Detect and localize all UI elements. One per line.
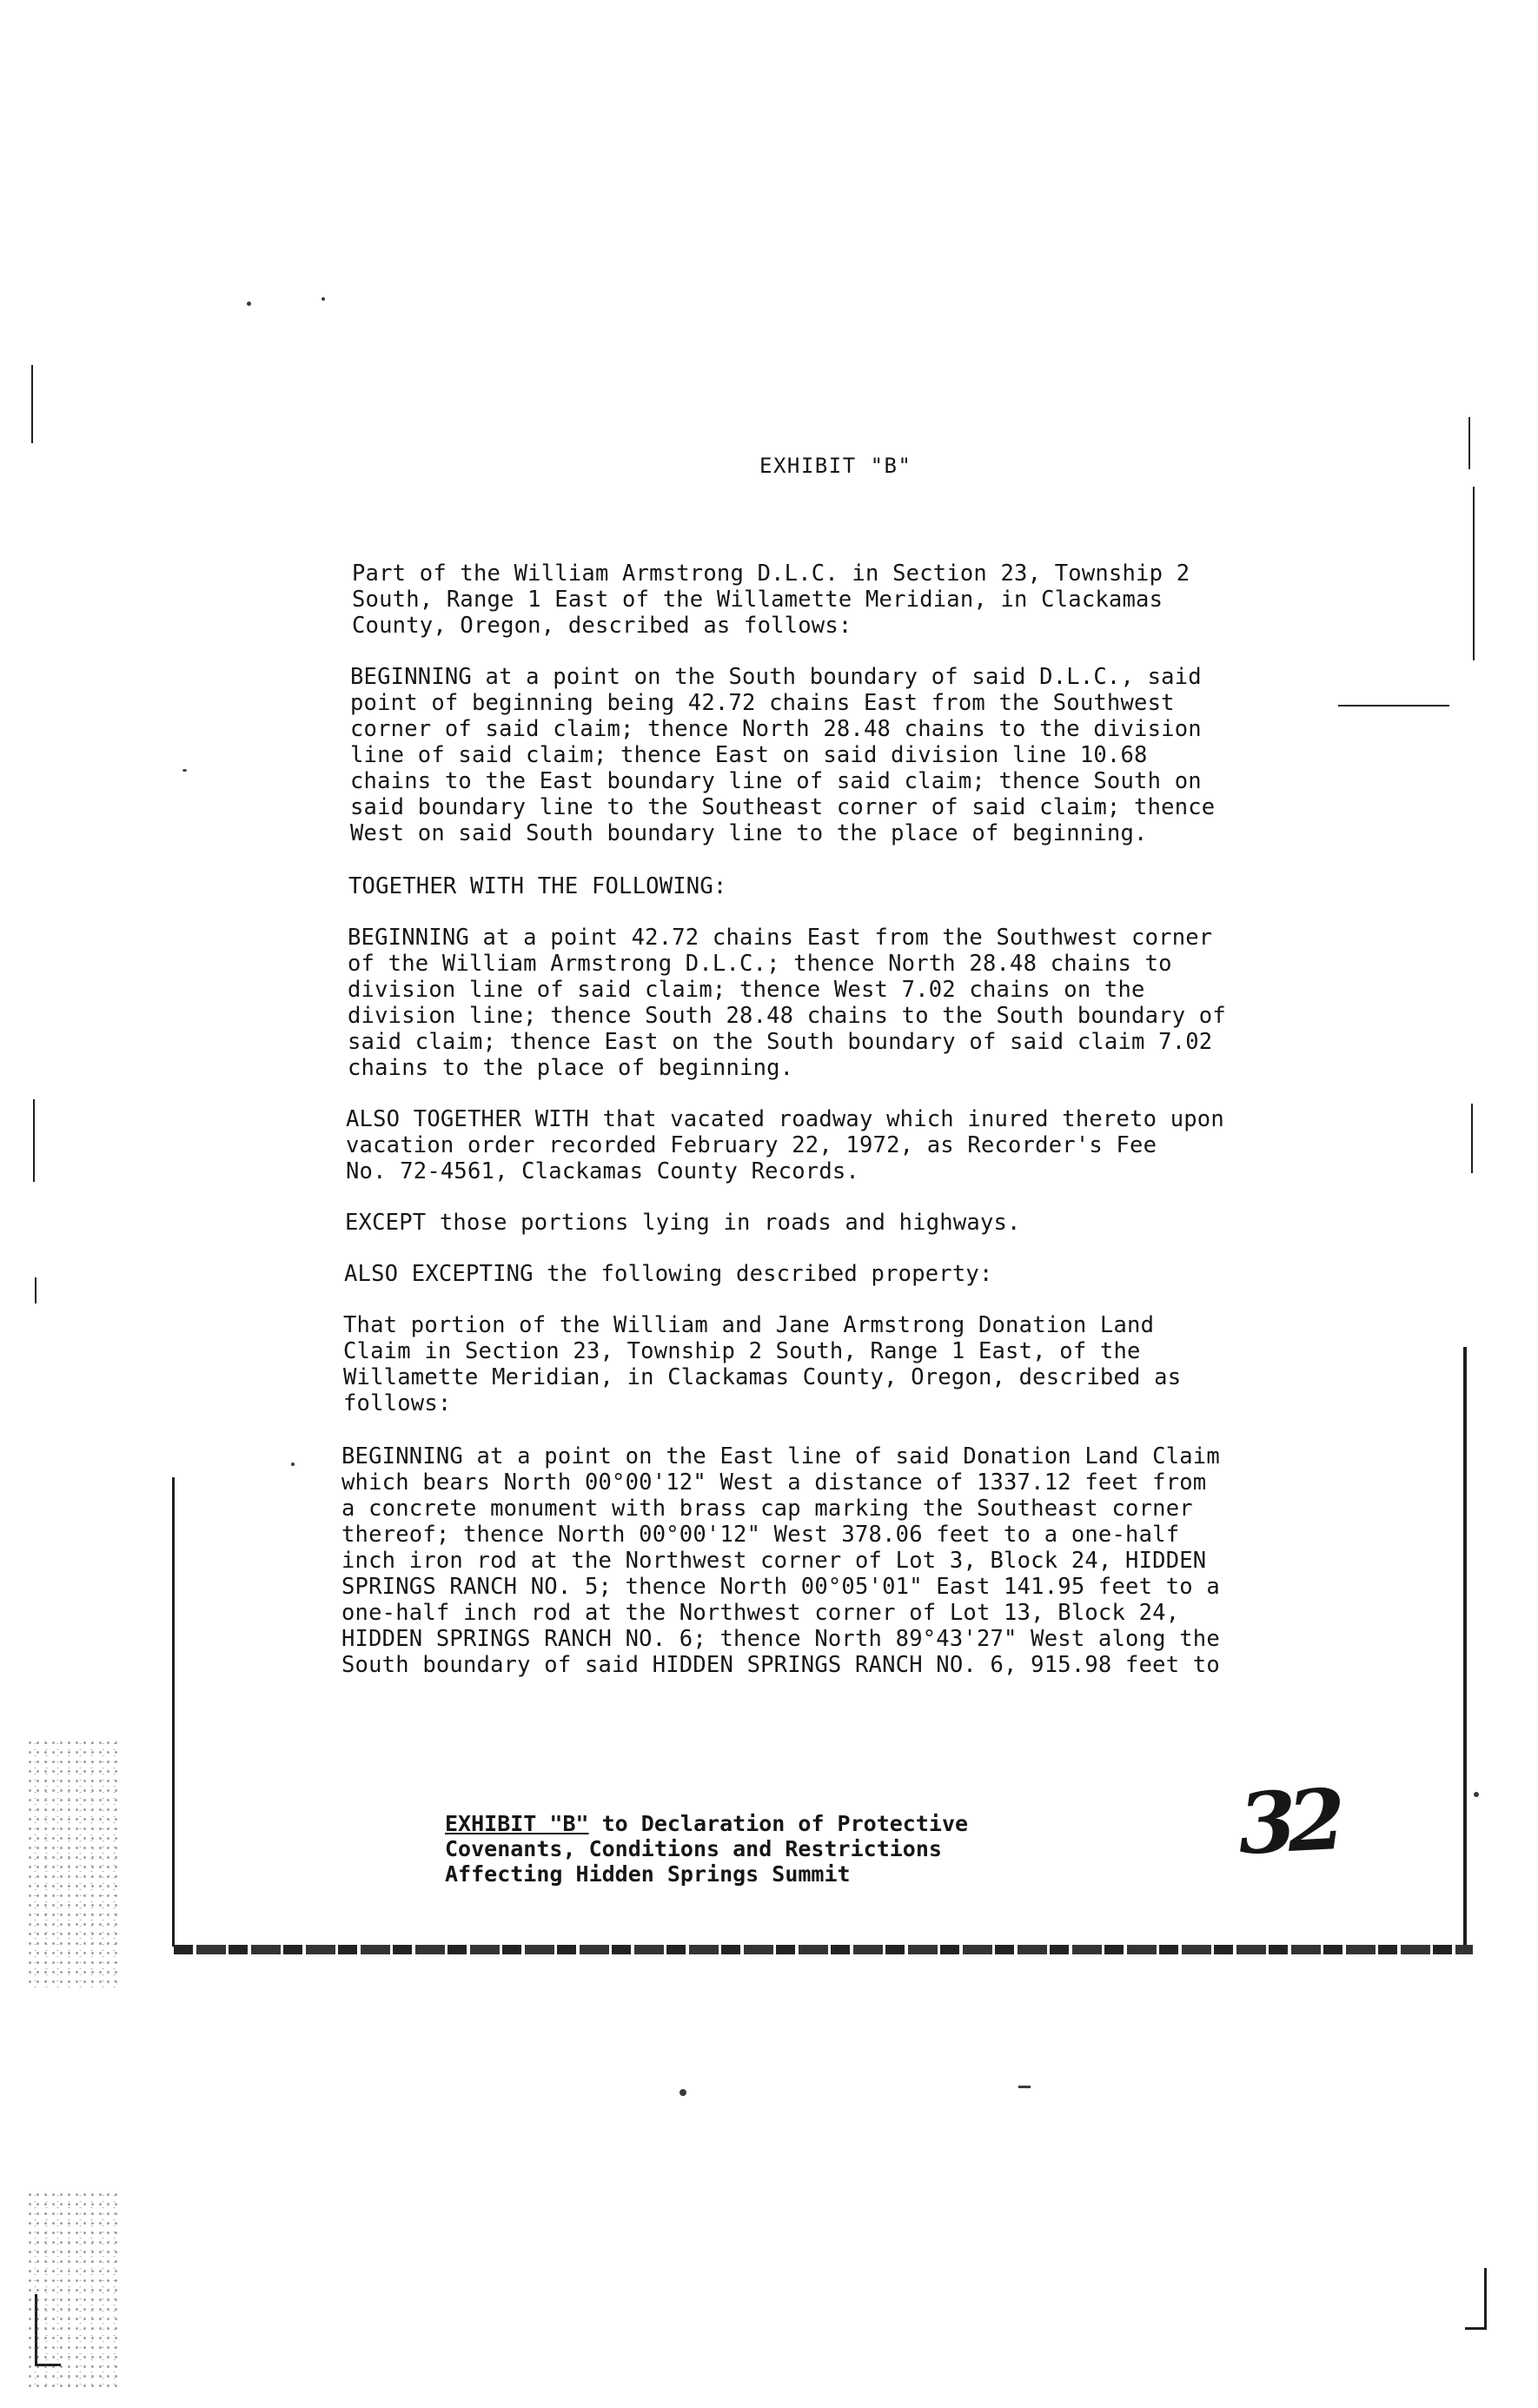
paragraph-except: EXCEPT those portions lying in roads and highways. xyxy=(345,1210,1021,1236)
paragraph-portion: That portion of the William and Jane Armstrong Donation Land Claim in Section 23, Township 2 South, Range 1 East, of the Willamette Meridian, in Clackamas County, Oregon, described as follows: xyxy=(343,1312,1182,1416)
paragraph-vacated-roadway: ALSO TOGETHER WITH that vacated roadway which inured thereto upon vacation order recorded February 22, 1972, as Recorder's Fee No. 72-4561, Clackamas County Records. xyxy=(346,1106,1224,1184)
scan-speck xyxy=(1474,1792,1479,1797)
footer-caption xyxy=(445,1811,968,1887)
paragraph-description: Part of the William Armstrong D.L.C. in Section 23, Township 2 South, Range 1 East of the Willamette Meridian, in Clackamas County, Oregon, described as follows: xyxy=(352,561,1190,639)
scan-mark xyxy=(35,1277,36,1304)
paragraph-together-heading: TOGETHER WITH THE FOLLOWING: xyxy=(348,873,727,899)
exhibit-title: EXHIBIT "B" xyxy=(759,454,912,478)
paragraph-also-excepting: ALSO EXCEPTING the following described property: xyxy=(344,1261,993,1287)
scan-mark xyxy=(1468,417,1470,469)
scan-speck xyxy=(1018,2086,1031,2088)
footer-exhibit-label: EXHIBIT "B" xyxy=(445,1811,589,1836)
footer-line3: Affecting Hidden Springs Summit xyxy=(445,1861,851,1887)
handwritten-page-number: 32 xyxy=(1236,1770,1340,1874)
scan-speck xyxy=(182,769,187,772)
scan-speck xyxy=(247,302,251,306)
scan-mark xyxy=(33,1099,35,1182)
footer-line2: Covenants, Conditions and Restrictions xyxy=(445,1836,942,1861)
footer-line1: to Declaration of Protective xyxy=(588,1811,969,1836)
page-edge-left xyxy=(172,1477,175,1947)
scan-speck xyxy=(291,1463,295,1466)
scan-mark xyxy=(1471,1104,1473,1173)
scan-mark xyxy=(1473,487,1475,660)
scan-mark xyxy=(1338,705,1449,706)
scan-noise xyxy=(26,2190,122,2390)
paragraph-beginning-3: BEGINNING at a point on the East line of said Donation Land Claim which bears North 00°00'12" West a distance of 1337.12 feet from a concrete monument with brass cap marking the Southeast corner thereof; thence North 00°00'12" West 378.06 feet to a one-half inch iron rod at the Northwest corner of Lot 3, Block 24, HIDDEN SPRINGS RANCH NO. 5; thence North 00°05'01" East 141.95 feet to a one-half inch rod at the Northwest corner of Lot 13, Block 24, HIDDEN SPRINGS RANCH NO. 6; thence North 89°43'27" West along the South boundary of said HIDDEN SPRINGS RANCH NO. 6, 915.98 feet to xyxy=(341,1443,1220,1678)
paragraph-beginning-2: BEGINNING at a point 42.72 chains East from the Southwest corner of the William Armstrong D.L.C.; thence North 28.48 chains to division line of said claim; thence West 7.02 chains on the division line; thence South 28.48 chains to the South boundary of said claim; thence East on the South boundary of said claim 7.02 chains to the place of beginning. xyxy=(348,925,1226,1081)
corner-mark xyxy=(1484,2268,1487,2329)
scan-speck xyxy=(680,2089,686,2096)
page-edge-right xyxy=(1463,1347,1467,1947)
scan-mark xyxy=(31,365,33,443)
scan-speck xyxy=(322,297,325,301)
paragraph-beginning-1: BEGINNING at a point on the South boundary of said D.L.C., said point of beginning being 42.72 chains East from the Southwest corner of said claim; thence North 28.48 chains to the division line of said claim; thence East on said division line 10.68 chains to the East boundary line of said claim; thence South on said boundary line to the Southeast corner of said claim; thence West on said South boundary line to the place of beginning. xyxy=(350,664,1216,846)
page-edge-bottom xyxy=(174,1945,1473,1954)
corner-mark xyxy=(1465,2327,1487,2330)
scan-noise xyxy=(26,1738,122,1990)
